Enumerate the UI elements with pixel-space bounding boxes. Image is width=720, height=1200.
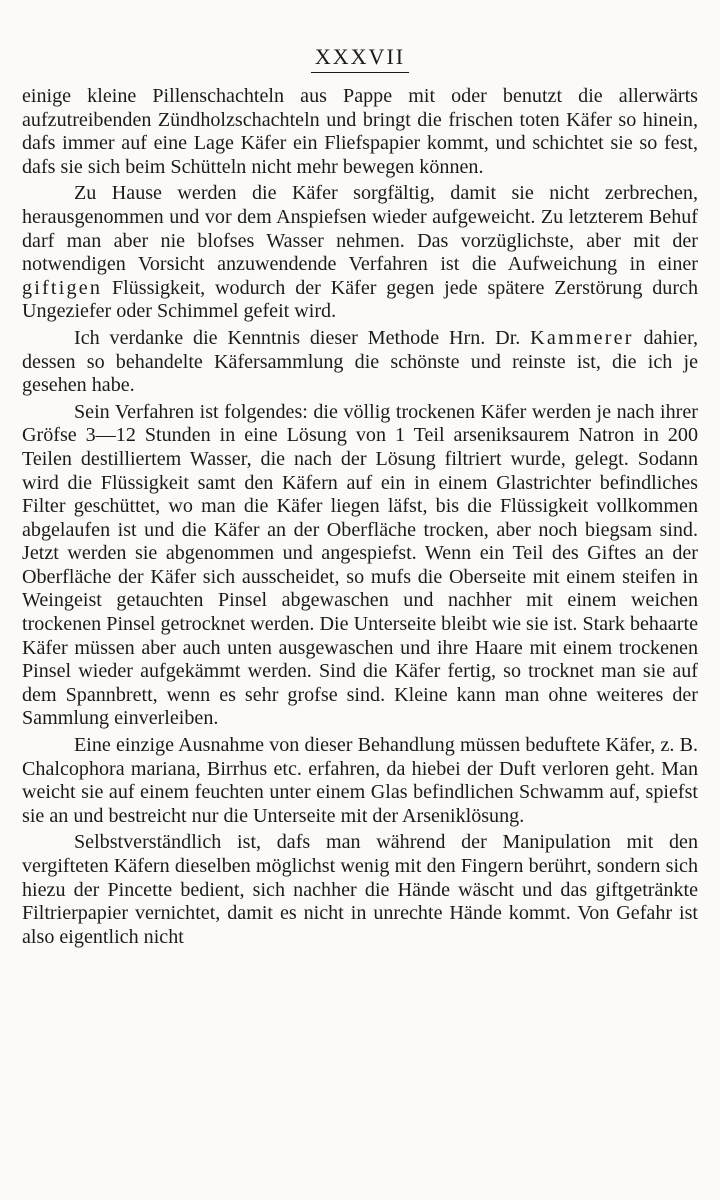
page-header [22, 44, 698, 73]
paragraph [22, 831, 698, 949]
paragraph [22, 182, 698, 324]
paragraph [22, 401, 698, 731]
paragraph-text: Zu Hause werden die Käfer sorgfältig, damit sie nicht zerbrechen, herausgenommen und vor dem Anspiefsen wieder aufgeweicht. Zu letzterem Behuf darf man aber nie blofses Wasser nehmen. Das vorzüglichste, aber mit der notwendigen Vorsicht anzuwendende Verfahren ist die Aufweichung in einer [22, 182, 698, 276]
paragraph-text: einige kleine Pillenschachteln aus Pappe mit oder benutzt die allerwärts aufzutreibenden Zündholzschachteln und bringt die frischen toten Käfer so hinein, dafs immer auf eine Lage Käfer ein Fliefspapier kommt, und schichtet sie so fest, dafs sie sich beim Schütteln nicht mehr bewegen können. [22, 85, 698, 178]
emphasized-text: giftigen [22, 276, 103, 299]
paragraph [22, 734, 698, 828]
emphasized-text: Kammerer [530, 326, 634, 349]
paragraph-text: Eine einzige Ausnahme von dieser Behandlung müssen beduftete Käfer, z. B. Chalcophora mariana, Birrhus etc. erfahren, da hiebei der Duft verloren geht. Man weicht sie auf einem feuchten unter einem Glas befindlichen Schwamm auf, spiefst sie an und bestreicht nur die Unterseite mit der Arseniklösung. [22, 734, 698, 827]
paragraph [22, 85, 698, 179]
body-text [22, 85, 698, 949]
paragraph-text: Selbstverständlich ist, dafs man während der Manipulation mit den vergifteten Käfern dieselben möglichst wenig mit den Fingern berührt, sondern sich hiezu der Pincette bedient, sich nachher die Hände wäscht und das giftgetränkte Filtrierpapier vernichtet, damit es nicht in unrechte Hände kommt. Von Gefahr ist also eigentlich nicht [22, 831, 698, 948]
paragraph-text: Sein Verfahren ist folgendes: die völlig trockenen Käfer werden je nach ihrer Gröfse 3—12 Stunden in eine Lösung von 1 Teil arseniksaurem Natron in 200 Teilen destilliertem Wasser, die nach der Lösung filtriert wurde, gelegt. Sodann wird die Flüssigkeit samt den Käfern auf ein in einem Glastrichter befindliches Filter geschüttet, wo man die Käfer liegen läfst, bis die Flüssigkeit vollkommen abgelaufen ist und die Käfer an der Oberfläche trocken, aber noch biegsam sind. Jetzt werden sie abgenommen und angespiefst. Wenn ein Teil des Giftes an der Oberfläche der Käfer sich ausscheidet, so mufs die Oberseite mit einem steifen in Weingeist getauchten Pinsel abgewaschen und nachher mit einem weichen trockenen Pinsel getrocknet werden. Die Unterseite bleibt wie sie ist. Stark behaarte Käfer müssen aber auch unten ausgewaschen und ihre Haare mit einem trockenen Pinsel wieder aufgekämmt werden. Sind die Käfer fertig, so trocknet man sie auf dem Spannbrett, wenn es sehr grofse sind. Kleine kann man ohne weiteres der Sammlung einverleiben. [22, 400, 698, 730]
paragraph-text: Flüssigkeit, wodurch der Käfer gegen jede spätere Zerstörung durch Ungeziefer oder Schimmel gefeit wird. [22, 276, 698, 323]
paragraph-text: Ich verdanke die Kenntnis dieser Methode Hrn. Dr. [74, 326, 531, 349]
page-number: XXXVII [311, 44, 409, 73]
paragraph [22, 327, 698, 398]
paragraph-text: dahier, dessen so behandelte Käfersammlung die schönste und reinste ist, die ich je gesehen habe. [22, 326, 698, 397]
